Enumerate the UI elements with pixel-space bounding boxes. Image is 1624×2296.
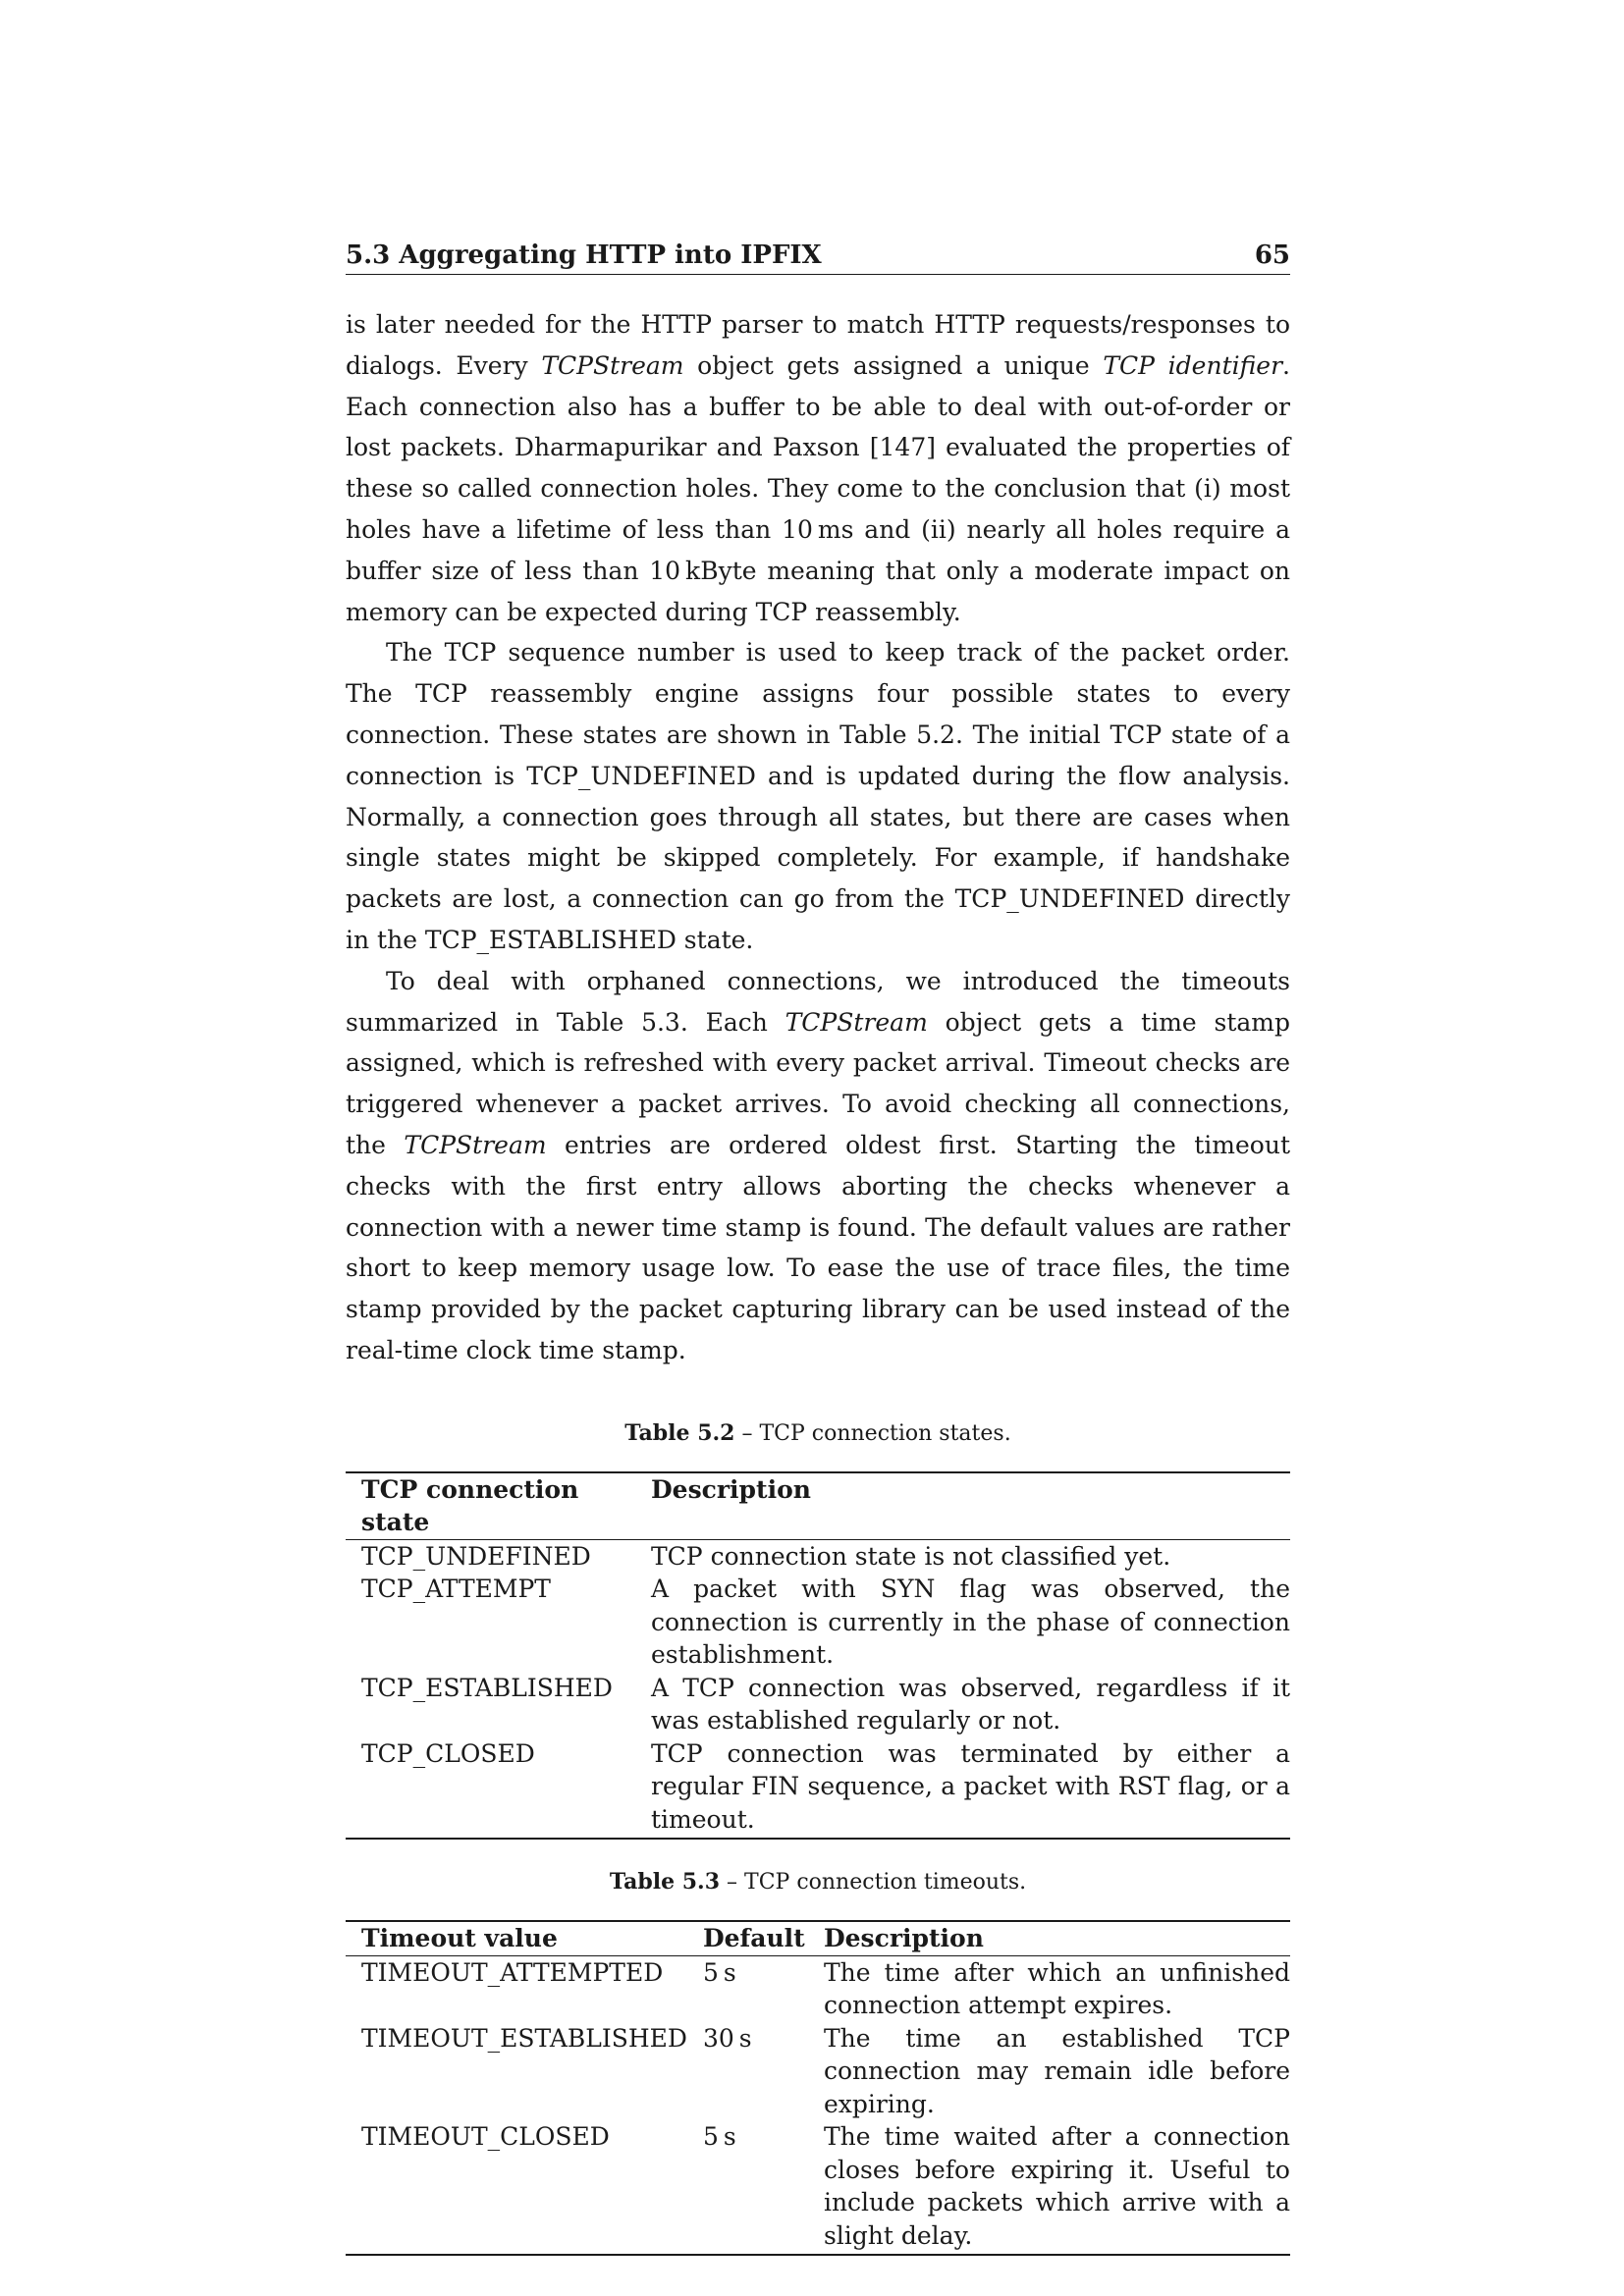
section-title: 5.3 Aggregating HTTP into IPFIX	[346, 240, 822, 270]
emphasis-text: TCP identifier	[1103, 350, 1283, 380]
default-cell: 5 s	[687, 2120, 808, 2255]
table-header-row	[346, 1472, 1290, 1540]
timeout-cell: TIMEOUT_CLOSED	[346, 2120, 687, 2255]
table-row	[346, 2022, 1290, 2121]
caption-label: Table 5.2	[624, 1419, 735, 1446]
default-cell: 30 s	[702, 2023, 752, 2053]
table-tcp-connection-timeouts	[346, 1920, 1290, 2256]
timeout-cell: TIMEOUT_ESTABLISHED	[361, 2023, 687, 2053]
column-header-description: Description	[635, 1472, 1290, 1540]
description-cell: A TCP connection was observed, regardless if it was established regularly or not.	[651, 1673, 1290, 1735]
table-row	[346, 1573, 1290, 1672]
table-header-row	[346, 1921, 1290, 1955]
timeout-cell: TIMEOUT_ATTEMPTED	[361, 1957, 664, 1987]
column-header-description: Description	[808, 1921, 1290, 1955]
description-cell: The time an established TCP connection may remain idle before expiring.	[823, 2023, 1290, 2118]
table-row	[346, 1672, 1290, 1737]
paragraph	[346, 632, 1290, 960]
caption-text: – TCP connection states.	[734, 1420, 1011, 1446]
table-5-3-caption	[346, 1869, 1290, 1895]
page-content	[346, 240, 1290, 2256]
text-run: is later needed for the HTTP parser to match HTTP requests/responses to dialogs. Every	[346, 310, 1290, 380]
description-cell: TCP connection state is not classified yet.	[651, 1541, 1171, 1571]
table-row	[346, 1955, 1290, 2022]
page-number: 65	[1254, 240, 1290, 270]
caption-label: Table 5.3	[609, 1869, 721, 1896]
description-cell: The time after which an unfinished connection attempt expires.	[823, 1957, 1290, 2020]
emphasis-text: TCPStream	[541, 350, 684, 380]
state-cell: TCP_CLOSED	[346, 1737, 635, 1840]
caption-text: – TCP connection timeouts.	[720, 1870, 1027, 1896]
state-cell: TCP_ATTEMPT	[361, 1575, 551, 1604]
table-row	[346, 1737, 1290, 1840]
table-row	[346, 2120, 1290, 2255]
description-cell: A packet with SYN flag was observed, the connection is currently in the phase of connection establishment.	[651, 1575, 1290, 1670]
table-tcp-connection-states	[346, 1471, 1290, 1841]
paragraph	[346, 304, 1290, 632]
text-run: . Each connection also has a buffer to be able to deal with out-of-order or lost packets. Dharmapurikar and Paxson [147] evaluated the properties of these so called connection holes. They come to the conclusion that (i) most holes have a lifetime of less than 10 ms and (ii) nearly all holes require a buffer size of less than 10 kByte meaning that only a moderate impact on memory can be expected during TCP reassembly.	[346, 350, 1290, 626]
description-cell: The time waited after a connection closes before expiring it. Useful to include packets which arrive with a slight delay.	[808, 2120, 1290, 2255]
description-cell: TCP connection was terminated by either a regular FIN sequence, a packet with RST flag, or a timeout.	[635, 1737, 1290, 1840]
body-text	[346, 304, 1290, 1371]
default-cell: 5 s	[702, 1957, 736, 1987]
column-header-state: TCP connection state	[346, 1472, 635, 1540]
state-cell: TCP_UNDEFINED	[361, 1541, 591, 1571]
table-5-2-caption	[346, 1420, 1290, 1446]
table-row	[346, 1539, 1290, 1573]
running-head	[346, 240, 1290, 275]
emphasis-text: TCPStream	[404, 1130, 547, 1159]
state-cell: TCP_ESTABLISHED	[361, 1673, 613, 1702]
text-run: To deal with orphaned connections, we introduced the timeouts summarized in Table 5.3. Each	[346, 966, 1290, 1037]
text-run: The TCP sequence number is used to keep track of the packet order. The TCP reassembly engine assigns four possible states to every connection. These states are shown in Table 5.2. The initial TCP state of a connection is TCP_UNDEFINED and is updated during the flow analysis. Normally, a connection goes through all states, but there are cases when single states might be skipped completely. For example, if handshake packets are lost, a connection can go from the TCP_UNDEFINED directly in the TCP_ESTABLISHED state.	[346, 638, 1290, 954]
emphasis-text: TCPStream	[785, 1007, 928, 1037]
text-run: object gets assigned a unique	[683, 350, 1104, 380]
column-header-default: Default	[687, 1921, 808, 1955]
column-header-timeout: Timeout value	[346, 1921, 687, 1955]
text-run: object gets a time stamp assigned, which is refreshed with every packet arrival. Timeout checks are triggered whenever a packet arrives. To avoid checking all connections, the	[346, 1007, 1291, 1159]
paragraph	[346, 961, 1290, 1371]
text-run: entries are ordered oldest first. Starting the timeout checks with the first entry allows aborting the checks whenever a connection with a newer time stamp is found. The default values are rather short to keep memory usage low. To ease the use of trace files, the time stamp provided by the packet capturing library can be used instead of the real-time clock time stamp.	[346, 1130, 1290, 1364]
